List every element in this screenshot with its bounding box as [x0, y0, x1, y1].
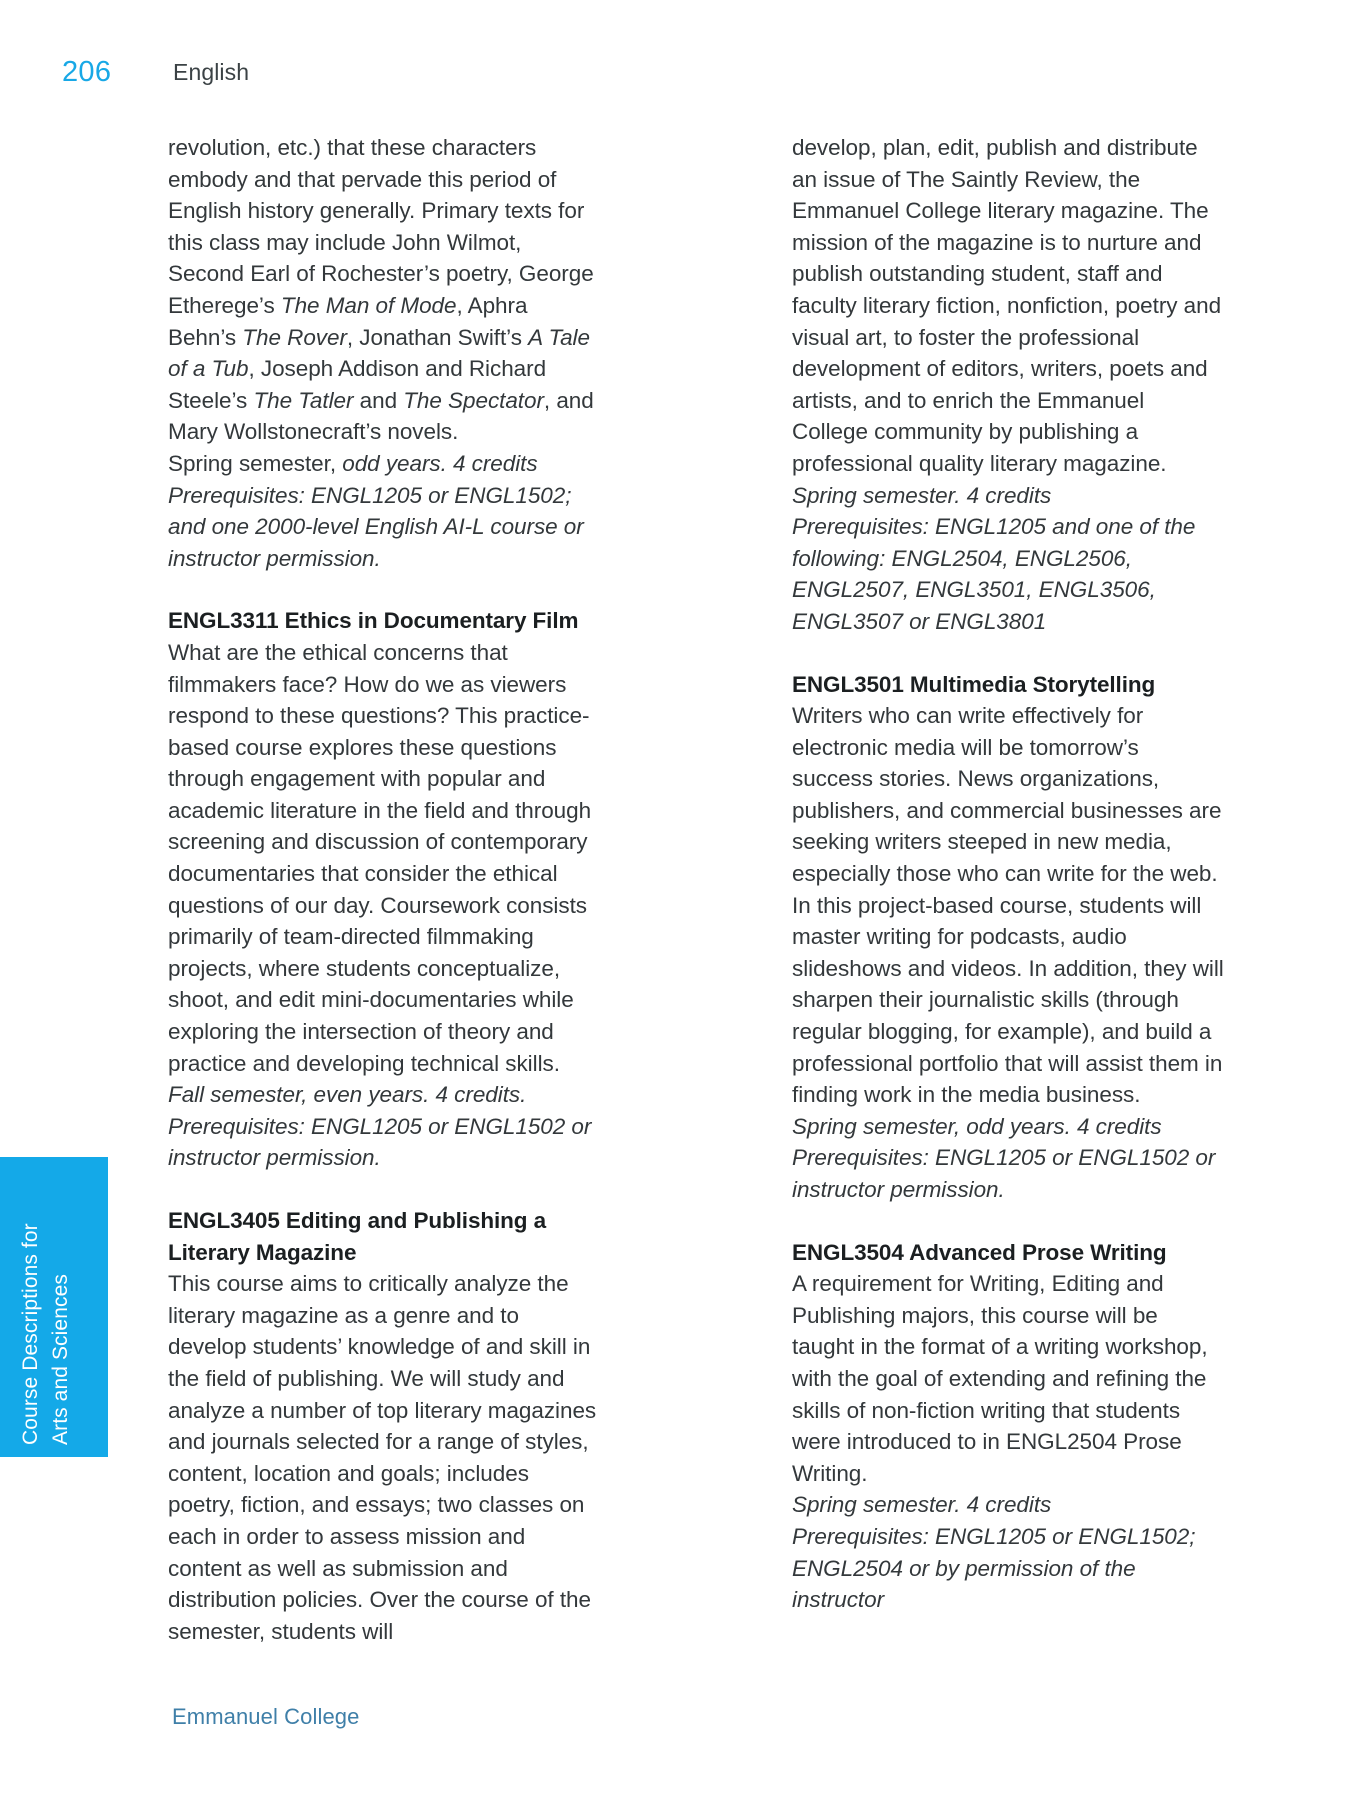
course-entry-engl3311: [168, 605, 600, 1174]
course-entry-engl3501: [792, 669, 1224, 1206]
page-footer-institution: Emmanuel College: [172, 1704, 360, 1729]
course-description-engl3501: Writers who can write effectively for electronic media will be tomorrow’s success stories. News organizations, publishers, and commercial businesses are seeking writers steeped in new media, especially those who can write for the web. In this project-based course, students will master writing for podcasts, audio slideshows and videos. In addition, they will sharpen their journalistic skills (through regular blogging, for example), and build a professional portfolio that will assist them in finding work in the media business.: [792, 703, 1224, 1108]
continued-term-right: Spring semester. 4 credits: [792, 482, 1052, 508]
continued-mid-4: and: [353, 387, 404, 413]
continued-description-right: develop, plan, edit, publish and distribute an issue of The Saintly Review, the Emmanuel College literary magazine. The mission of the magazine is to nurture and publish outstanding student, staff and faculty literary fiction, nonfiction, poetry and visual art, to foster the professional development of editors, writers, poets and artists, and to enrich the Emmanuel College community by publishing a professional quality literary magazine.: [792, 135, 1222, 476]
continued-mid-1: , Aphra Behn’s: [168, 292, 528, 350]
course-term-engl3501: Spring semester, odd years. 4 credits: [792, 1113, 1162, 1139]
course-description-engl3311: What are the ethical concerns that filmmakers face? How do we as viewers respond to these questions? This practice-based course explores these questions through engagement with popular and academic literature in the field and through screening and discussion of contemporary documentaries that consider the ethical questions of our day. Coursework consists primarily of team-directed filmmaking projects, where students conceptualize, shoot, and edit mini-documentaries while exploring the intersection of theory and practice and developing technical skills.: [168, 639, 592, 1076]
continued-term-plain: Spring semester,: [168, 450, 337, 476]
right-column: [792, 132, 1224, 1647]
continued-term-italic: odd years. 4 credits: [336, 450, 538, 476]
thumb-tab-line-2: Arts and Sciences: [49, 1274, 72, 1445]
course-title-engl3311: ENGL3311 Ethics in Documentary Film: [168, 608, 579, 634]
course-description-engl3504: A requirement for Writing, Editing and Publishing majors, this course will be taught in the format of a writing workshop, with the goal of extending and refining the skills of non-fiction writing that students were introduced to in ENGL2504 Prose Writing.: [792, 1271, 1208, 1486]
continued-description-text: revolution, etc.) that these characters embody and that pervade this period of English history generally. Primary texts for this class may include John Wilmot, Second Earl of Rochester’s poetry, George Etherege’s: [168, 135, 594, 318]
course-prerequisites-engl3501: Prerequisites: ENGL1205 or ENGL1502 or instructor permission.: [792, 1145, 1216, 1202]
thumb-tab-text: [0, 1157, 108, 1457]
course-description-engl3405: This course aims to critically analyze the literary magazine as a genre and to develop students’ knowledge of and skill in the field of publishing. We will study and analyze a number of top literary magazines and journals selected for a range of styles, content, location and goals; includes poetry, fiction, and essays; two classes on each in order to assess mission and content as well as submission and distribution policies. Over the course of the semester, students will: [168, 1271, 597, 1644]
course-prerequisites-engl3311: Prerequisites: ENGL1205 or ENGL1502 or instructor permission.: [168, 1113, 592, 1171]
course-term-engl3504: Spring semester. 4 credits: [792, 1492, 1052, 1518]
continued-prerequisites-right: Prerequisites: ENGL1205 and one of the following: ENGL2504, ENGL2506, ENGL2507, ENGL3501, ENGL3506, ENGL3507 or ENGL3801: [792, 514, 1196, 634]
page-number: 206: [62, 56, 112, 88]
page-header: [0, 58, 1362, 100]
work-title-the-tatler: The Tatler: [253, 387, 354, 413]
continued-description: [168, 132, 600, 448]
page-columns: [168, 132, 1224, 1647]
course-title-engl3405: ENGL3405 Editing and Publishing a Literary Magazine: [168, 1208, 547, 1265]
thumb-tab-line-1: Course Descriptions for: [19, 1223, 42, 1445]
course-entry-engl3504: [792, 1237, 1224, 1616]
course-title-engl3504: ENGL3504 Advanced Prose Writing: [792, 1239, 1167, 1265]
work-title-the-spectator: The Spectator: [403, 387, 544, 413]
running-head-department: English: [173, 59, 250, 85]
left-column: [168, 132, 600, 1647]
continued-course-entry-right: [792, 132, 1224, 638]
continued-mid-2: , Jonathan Swift’s: [346, 324, 529, 350]
section-thumb-tab: [0, 1157, 108, 1457]
course-term-engl3311: Fall semester, even years. 4 credits.: [168, 1082, 527, 1108]
course-prerequisites-engl3504: Prerequisites: ENGL1205 or ENGL1502; ENGL2504 or by permission of the instructor: [792, 1523, 1196, 1613]
work-title-the-rover: The Rover: [242, 324, 347, 350]
course-entry-engl3405: [168, 1205, 600, 1647]
continued-term-line: [168, 448, 600, 480]
continued-prerequisites: Prerequisites: ENGL1205 or ENGL1502; and one 2000-level English AI-L course or instructor permission.: [168, 482, 584, 571]
work-title-a-tale-of-a-tub: A Tale of a Tub: [168, 324, 590, 382]
course-title-engl3501: ENGL3501 Multimedia Storytelling: [792, 671, 1156, 697]
continued-course-entry: [168, 132, 600, 574]
continued-mid-3: , Joseph Addison and Richard Steele’s: [168, 356, 547, 413]
work-title-man-of-mode: The Man of Mode: [280, 292, 457, 318]
continued-mid-5: , and Mary Wollstonecraft’s novels.: [168, 387, 594, 445]
